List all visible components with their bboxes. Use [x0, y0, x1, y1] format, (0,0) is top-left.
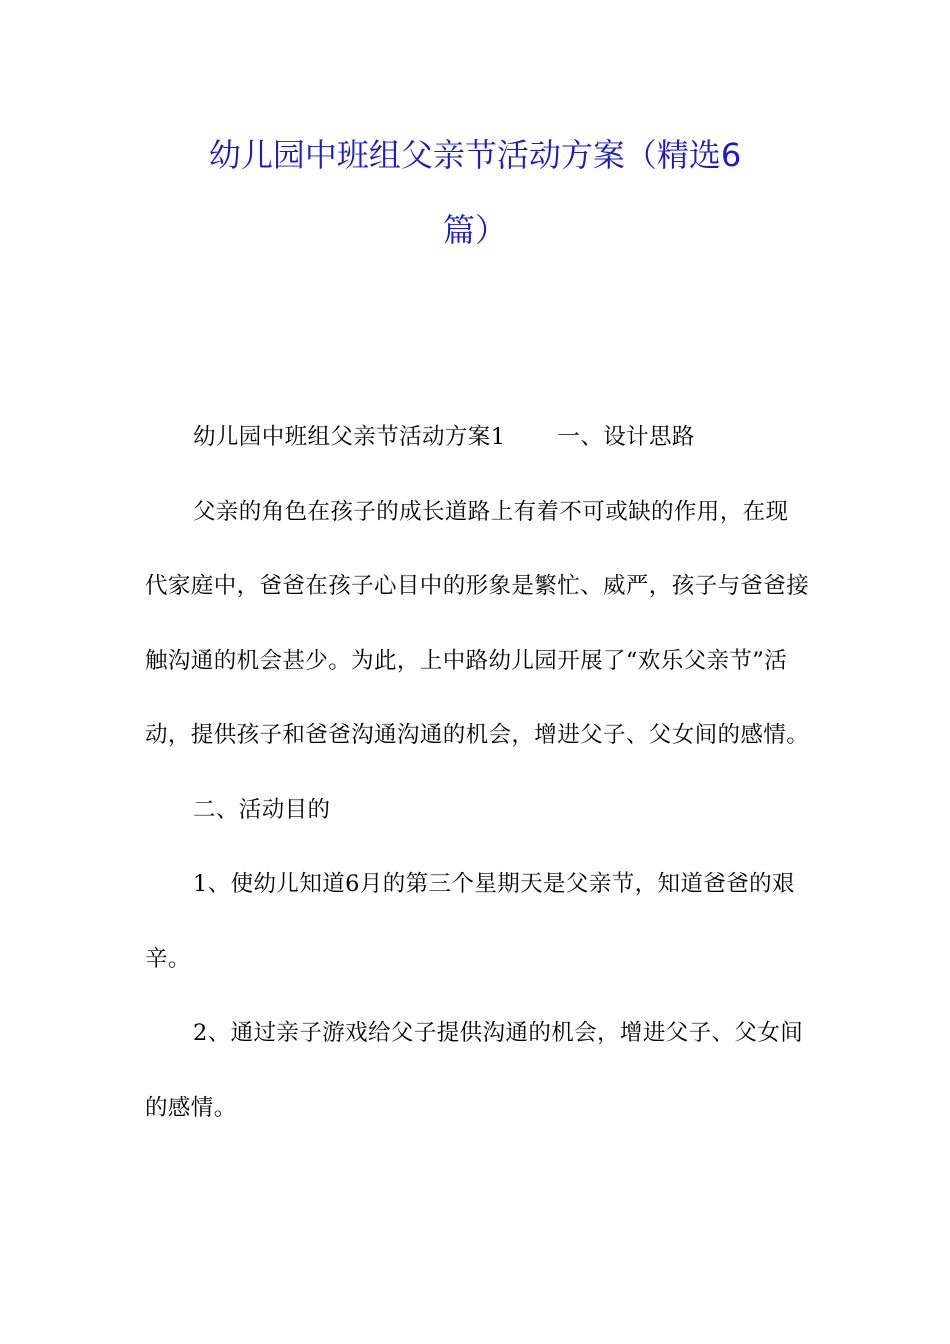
title-line-1: 幼儿园中班组父亲节活动方案（精选6: [208, 136, 742, 174]
heading-goals: 二、活动目的: [193, 796, 331, 823]
document-title: [145, 118, 805, 268]
section-heading-plan: 幼儿园中班组父亲节活动方案1: [193, 424, 506, 450]
document-body: [145, 400, 810, 1145]
section-heading-design: 一、设计思路: [557, 424, 695, 450]
section-heading: [145, 400, 810, 475]
title-line-2: 篇）: [442, 211, 507, 249]
paragraph-intro: 父亲的角色在孩子的成长道路上有着不可或缺的作用，在现代家庭中，爸爸在孩子心目中的形象是繁忙、威严，孩子与爸爸接触沟通的机会甚少。为此，上中路幼儿园开展了“欢乐父亲节”活动，提供孩子和爸爸沟通沟通的机会，增进父子、父女间的感情。: [145, 498, 810, 748]
goal-item-1: 1、使幼儿知道6月的第三个星期天是父亲节，知道爸爸的艰辛。: [145, 871, 795, 972]
goal-item-2: 2、通过亲子游戏给父子提供沟通的机会，增进父子、父女间的感情。: [145, 1020, 804, 1121]
